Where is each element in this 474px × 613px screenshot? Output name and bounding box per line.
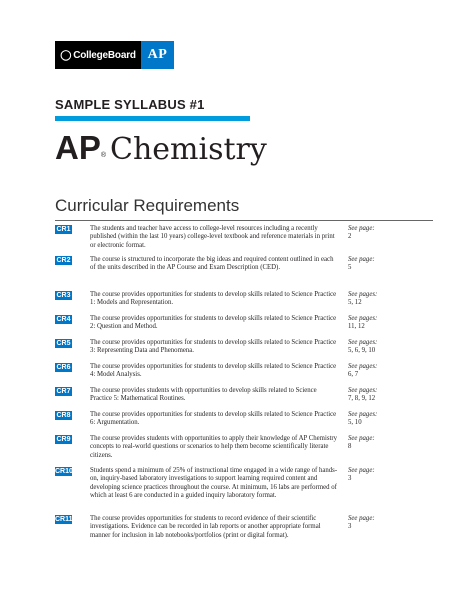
collegeboard-ap-logo xyxy=(55,41,174,69)
section-divider xyxy=(55,220,433,221)
ap-wordmark xyxy=(141,41,174,69)
ap-brand-text: AP xyxy=(147,47,168,62)
requirement-code-badge: CR10 xyxy=(55,468,73,475)
page-numbers: 7, 8, 9, 12 xyxy=(348,395,376,403)
requirement-description: The course provides opportunities for students to record evidence of their scientific investigations. Evidence can be recorded in lab reports or another appropriate formal manner for inclusion in lab notebooks/portfolios (print or digital format). xyxy=(90,515,321,539)
requirement-description: The course provides students with opportunities to develop skills related to Science Practice 5: Mathematical Routines. xyxy=(90,387,317,403)
section-heading: Curricular Requirements xyxy=(55,196,240,215)
page-numbers: 11, 12 xyxy=(348,323,365,331)
requirement-pages xyxy=(348,256,418,273)
registered-mark: ® xyxy=(100,152,107,159)
requirement-pages xyxy=(348,225,418,242)
page-numbers: 5, 12 xyxy=(348,299,362,307)
requirement-code-badge: CR5 xyxy=(56,340,71,347)
requirement-description: The course provides opportunities for students to develop skills related to Science Practice 3: Representing Data and Phenomena. xyxy=(90,339,337,355)
collegeboard-brand-text: CollegeBoard xyxy=(73,49,136,61)
course-title-ap: AP xyxy=(55,129,101,166)
requirement-code-badge: CR1 xyxy=(56,226,71,233)
requirement-pages xyxy=(348,411,418,428)
requirement-code-badge: CR11 xyxy=(55,516,73,523)
requirement-code-badge: CR9 xyxy=(56,436,71,443)
requirement-description: The course is structured to incorporate the big ideas and required content outlined in each of the units described in the AP Course and Exam Description (CED). xyxy=(90,256,334,272)
see-page-label: See pages: xyxy=(348,363,378,370)
accent-bar xyxy=(55,116,250,121)
requirement-description: The course provides opportunities for students to develop skills related to Science Practice 2: Question and Method. xyxy=(90,315,337,331)
requirement-description: The students and teacher have access to college-level resources including a recently published (within the last 10 years) college-level textbook and reference materials in print or electronic format. xyxy=(90,225,335,249)
page-numbers: 5 xyxy=(348,264,352,272)
see-page-label: See pages: xyxy=(348,315,378,322)
requirement-code-badge: CR6 xyxy=(56,364,71,371)
requirement-pages xyxy=(348,315,418,332)
requirement-description: The course provides opportunities for students to develop skills related to Science Practice 4: Model Analysis. xyxy=(90,363,337,379)
page-numbers: 8 xyxy=(348,443,352,451)
requirement-description: The course provides students with opportunities to apply their knowledge of AP Chemistry concepts to real-world questions or scenarios to help them become scientifically literate citizens. xyxy=(90,435,338,459)
sample-syllabus-label: SAMPLE SYLLABUS #1 xyxy=(55,97,205,112)
see-page-label: See page: xyxy=(348,256,375,263)
course-title-subject: Chemistry xyxy=(110,132,267,167)
requirement-pages xyxy=(348,435,418,452)
see-page-label: See page: xyxy=(348,515,375,522)
see-page-label: See pages: xyxy=(348,339,378,346)
requirement-description: The course provides opportunities for students to develop skills related to Science Practice 6: Argumentation. xyxy=(90,411,337,427)
requirement-pages xyxy=(348,515,418,532)
requirement-pages xyxy=(348,291,418,308)
requirement-code-badge: CR2 xyxy=(56,257,71,264)
requirement-description: The course provides opportunities for students to develop skills related to Science Practice 1: Models and Representation. xyxy=(90,291,337,307)
requirement-code-badge: CR8 xyxy=(56,412,71,419)
see-page-label: See pages: xyxy=(348,411,378,418)
requirement-code-badge: CR7 xyxy=(56,388,71,395)
see-page-label: See page: xyxy=(348,435,375,442)
page-numbers: 5, 6, 9, 10 xyxy=(348,347,376,355)
page-numbers: 5, 10 xyxy=(348,419,362,427)
page-numbers: 6, 7 xyxy=(348,371,359,379)
requirement-pages xyxy=(348,387,418,404)
page-numbers: 3 xyxy=(348,523,352,531)
page-numbers: 3 xyxy=(348,475,352,483)
page-numbers: 2 xyxy=(348,233,352,241)
course-title xyxy=(55,126,267,172)
see-page-label: See pages: xyxy=(348,291,378,298)
requirement-code-badge: CR3 xyxy=(56,292,71,299)
see-page-label: See page: xyxy=(348,467,375,474)
requirement-description: Students spend a minimum of 25% of instructional time engaged in a wide range of hands-on, inquiry-based laboratory investigations to support learning required content and developing science practices throughout the course. At minimum, 16 labs are performed of which at least 6 are conducted in a guided inquiry laboratory format. xyxy=(90,467,338,500)
requirement-pages xyxy=(348,467,418,484)
collegeboard-wordmark xyxy=(55,41,141,69)
see-page-label: See page: xyxy=(348,225,375,232)
requirement-code-badge: CR4 xyxy=(56,316,71,323)
acorn-icon: ◯ xyxy=(60,49,72,61)
requirement-pages xyxy=(348,339,418,356)
requirement-pages xyxy=(348,363,418,380)
see-page-label: See pages: xyxy=(348,387,378,394)
